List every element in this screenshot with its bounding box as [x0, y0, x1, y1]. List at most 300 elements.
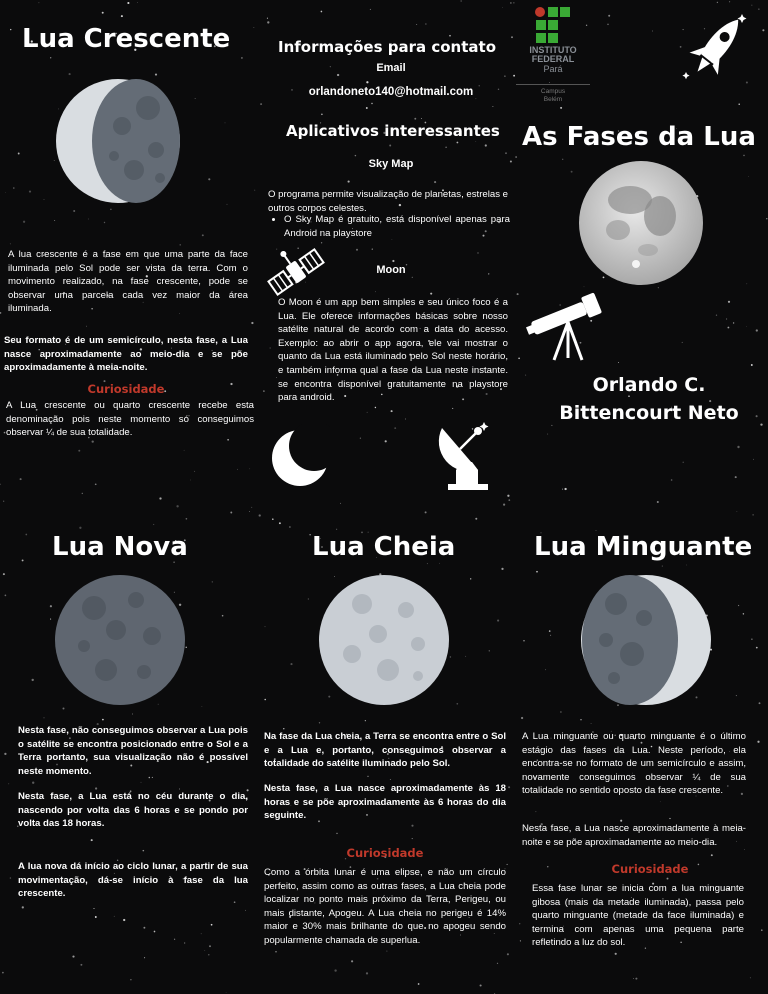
star [141, 782, 142, 783]
star [180, 244, 181, 245]
star [104, 222, 105, 223]
star [547, 434, 548, 435]
star [110, 209, 111, 210]
star [766, 218, 767, 219]
star [507, 864, 508, 865]
star [95, 916, 97, 918]
star [501, 568, 503, 570]
star [0, 312, 1, 314]
lua-crescente-paragraph-1: A lua crescente é a fase em que uma parte da face iluminada pelo Sol pode ser vista da terra. Com o movimento realizado, na fase crescente, pode se observar uma parcela cada vez maior da área iluminada. [8, 249, 248, 315]
star [545, 669, 546, 670]
star [511, 36, 513, 38]
star [132, 714, 133, 715]
author-name-line-2: Bittencourt Neto [559, 401, 739, 424]
full-moon-photo [578, 160, 704, 286]
lua-nova-paragraph-3: A lua nova dá início ao ciclo lunar, a partir de sua movimentação, dá-se início à fase da lua crescente. [18, 861, 248, 900]
star [102, 12, 104, 14]
star [91, 839, 93, 841]
star [3, 573, 5, 575]
star [267, 18, 268, 19]
star [319, 722, 320, 723]
star [477, 252, 478, 253]
star [267, 21, 269, 23]
star [658, 287, 659, 288]
star [416, 24, 417, 25]
star [79, 527, 81, 529]
star [211, 924, 213, 926]
star [365, 720, 366, 721]
star [222, 615, 224, 617]
star [121, 15, 123, 17]
skymap-bullet: • O Sky Map é gratuito, está disponível apenas para Android na playstore [284, 213, 510, 240]
star [209, 945, 211, 947]
star [73, 210, 75, 212]
star [174, 939, 175, 940]
star [753, 459, 754, 460]
star [44, 717, 45, 718]
star [308, 598, 309, 599]
star [536, 571, 538, 573]
star [508, 499, 510, 501]
star [549, 630, 551, 632]
star [20, 478, 22, 480]
star [375, 291, 376, 292]
star [5, 192, 6, 193]
star [405, 419, 406, 420]
apps-title: Aplicativos interessantes [286, 122, 500, 140]
star [503, 504, 505, 506]
star [586, 25, 587, 26]
star [270, 348, 271, 349]
star [86, 326, 87, 327]
logo-text-instituto: INSTITUTO [529, 45, 577, 55]
star [727, 327, 729, 329]
star [321, 11, 323, 13]
star [756, 647, 758, 649]
star [757, 741, 759, 743]
star [202, 234, 204, 236]
star [752, 5, 753, 6]
star [88, 219, 89, 220]
star [351, 960, 353, 962]
lua-minguante-curiosity-title: Curiosidade [611, 862, 689, 876]
star [355, 155, 356, 156]
star [746, 283, 747, 284]
star [456, 703, 458, 705]
lua-cheia-curiosity-title: Curiosidade [346, 846, 424, 860]
star [470, 578, 471, 579]
star [497, 963, 498, 964]
star [260, 103, 262, 105]
radar-dish-icon [432, 418, 496, 494]
star [10, 877, 12, 879]
star [155, 74, 157, 76]
logo-mark [534, 6, 574, 44]
star [743, 155, 745, 157]
star [114, 916, 115, 917]
star [738, 605, 739, 606]
star [513, 75, 515, 77]
star [385, 440, 387, 442]
skymap-bullet-list [268, 213, 510, 240]
star [336, 529, 337, 530]
star [186, 518, 188, 520]
star [607, 24, 608, 25]
full-moon-illustration [318, 574, 450, 706]
star [652, 31, 653, 32]
star [510, 160, 512, 162]
star [525, 375, 526, 376]
star [137, 2, 138, 3]
star [465, 656, 466, 657]
star [475, 518, 477, 520]
star [80, 964, 82, 966]
star [497, 620, 499, 622]
star [50, 605, 52, 607]
star [371, 103, 372, 104]
star [711, 854, 713, 856]
crescent-moon-icon [270, 424, 330, 488]
star [225, 122, 226, 123]
star [143, 850, 145, 852]
star [523, 640, 524, 641]
star [32, 782, 34, 784]
star [456, 142, 458, 144]
star [289, 526, 291, 528]
star [50, 57, 51, 58]
star [159, 497, 161, 499]
star [366, 107, 368, 109]
star [560, 107, 562, 109]
star [717, 2, 718, 3]
star [241, 57, 243, 59]
star [249, 468, 250, 469]
star [194, 471, 195, 472]
star [683, 462, 684, 463]
star [386, 951, 387, 952]
star [22, 906, 24, 908]
star [615, 953, 617, 955]
star [667, 878, 669, 880]
star [372, 248, 373, 249]
star [279, 522, 281, 524]
star [340, 503, 341, 504]
star [32, 679, 34, 681]
star [184, 450, 185, 451]
lua-nova-title: Lua Nova [52, 532, 188, 562]
star [449, 35, 451, 37]
star [290, 663, 292, 665]
lua-crescente-curiosity-title: Curiosidade [87, 382, 165, 396]
skymap-title: Sky Map [368, 158, 414, 170]
star [254, 190, 255, 191]
star [762, 29, 764, 31]
star [414, 118, 416, 120]
star [272, 518, 274, 520]
star [72, 956, 74, 958]
star [22, 559, 24, 561]
star [550, 635, 551, 636]
star [130, 979, 131, 980]
star [562, 159, 563, 160]
lua-minguante-curiosity-text: Essa fase lunar se inicia com a lua minguante gibosa (mais da metade iluminada), passa pelo quarto minguante (metade da face iluminada) e termina com apenas uma pequena parte refletindo a luz do sol. [532, 883, 744, 949]
star [153, 524, 154, 525]
star [154, 931, 156, 933]
star [265, 626, 266, 627]
star [2, 972, 4, 974]
star [461, 1, 462, 2]
star [686, 565, 687, 566]
star [195, 98, 196, 99]
star [520, 940, 521, 941]
star [249, 511, 250, 512]
star [251, 322, 253, 324]
star [226, 992, 227, 993]
star [758, 9, 759, 10]
star [502, 7, 503, 8]
star [144, 957, 145, 958]
lua-crescente-paragraph-2: Seu formato é de um semicírculo, nesta fase, a Lua nasce aproximadamente ao meio-dia e se põe aproximadamente à meia-noite. [4, 335, 248, 374]
star [492, 106, 493, 107]
star [608, 15, 610, 17]
star [618, 362, 619, 363]
star [521, 717, 523, 719]
star [254, 27, 255, 28]
star [389, 145, 391, 147]
star [439, 563, 440, 564]
star [515, 156, 517, 158]
star [78, 450, 80, 452]
star [95, 483, 97, 485]
star [336, 833, 337, 834]
lua-cheia-curiosity-text: Como a órbita lunar é uma elipse, e não um círculo perfeito, assim como as outras fases, a Lua cheia pode localizar no ponto mais próximo da Terra, Perigeu, ou mais distante, Apogeu. A Lua cheia no perigeu é 14% maior e 30% mais brilhante do que no apogeu sendo popularmente chamada de superlua. [264, 867, 506, 947]
star [176, 505, 178, 507]
star [507, 495, 509, 497]
star [660, 801, 661, 802]
main-title: As Fases da Lua [522, 122, 756, 152]
lua-minguante-paragraph-2: Nesta fase, a Lua nasce aproximadamente à meia-noite e se põe aproximadamente ao meio-dia. [522, 823, 746, 848]
star [212, 581, 213, 582]
star [682, 342, 683, 343]
star [518, 357, 520, 359]
star [230, 512, 232, 514]
star [510, 2, 511, 3]
star [309, 534, 310, 535]
star [729, 1, 730, 2]
star [251, 507, 252, 508]
lua-minguante-paragraph-1: A Lua minguante ou quarto minguante é o último estágio das fases da Lua. Neste período, ela encontra-se no formato de um semicírculo e assim, novamente conseguimos observar ¼ de sua totalidade no sentido oposto da fase crescente. [522, 731, 746, 797]
star [360, 438, 361, 439]
star [662, 566, 663, 567]
star [756, 329, 758, 331]
star [421, 118, 422, 119]
star [746, 326, 747, 327]
star [5, 595, 7, 597]
star [751, 364, 753, 366]
logo-divider [516, 84, 590, 85]
star [348, 181, 350, 183]
lua-cheia-title: Lua Cheia [312, 532, 456, 562]
star [733, 322, 734, 323]
star [143, 927, 145, 929]
crescent-moon-illustration [52, 78, 188, 204]
star [427, 563, 428, 564]
star [412, 838, 413, 839]
star [184, 942, 185, 943]
star [738, 103, 739, 104]
star [411, 825, 413, 827]
star [671, 479, 673, 481]
email-address: orlandoneto140@hotmail.com [308, 86, 474, 98]
star [547, 866, 548, 867]
star [4, 753, 6, 755]
logo-campus-name: Belém [543, 95, 563, 103]
star [744, 849, 745, 850]
star [596, 530, 597, 531]
star [475, 141, 476, 142]
star [8, 783, 9, 784]
star [736, 695, 737, 696]
star [245, 910, 246, 911]
star [392, 260, 394, 262]
star [564, 488, 566, 490]
star [635, 978, 637, 980]
star [657, 501, 659, 503]
star [391, 410, 393, 412]
star [508, 786, 510, 788]
star [366, 81, 368, 83]
star [633, 978, 634, 979]
waning-moon-illustration [580, 574, 712, 706]
star [716, 315, 717, 316]
lua-nova-paragraph-1: Nesta fase, não conseguimos observar a Lua pois o satélite se encontra posicionado entre o Sol e a Terra portanto, sua visualização não é possível neste momento. [18, 725, 248, 777]
star [752, 514, 753, 515]
star [536, 811, 537, 812]
star [334, 969, 336, 971]
star [513, 2, 514, 3]
star [25, 534, 27, 536]
author-name-line-1: Orlando C. [592, 374, 706, 396]
star [92, 440, 94, 442]
star [505, 152, 507, 154]
star [276, 377, 277, 378]
star [737, 446, 739, 448]
star [356, 249, 358, 251]
star [580, 719, 581, 720]
star [208, 954, 209, 955]
star [23, 221, 25, 223]
star [127, 2, 129, 4]
star [669, 818, 670, 819]
star [237, 469, 238, 470]
star [375, 407, 376, 408]
star [263, 390, 265, 392]
star [370, 9, 371, 10]
star [10, 29, 11, 30]
logo-campus-label: Campus [540, 88, 566, 95]
star [93, 908, 94, 909]
moon-app-title: Moon [376, 264, 406, 276]
star [452, 408, 453, 409]
star [434, 181, 436, 183]
star [560, 711, 562, 713]
star [735, 476, 737, 478]
star [425, 23, 426, 24]
star [390, 779, 391, 780]
skymap-description: O programa permite visualização de planetas, estrelas e outros corpos celestes. [268, 189, 508, 214]
star [208, 178, 210, 180]
star [82, 493, 83, 494]
star [13, 187, 15, 189]
star [234, 901, 236, 903]
lua-crescente-title: Lua Crescente [22, 24, 231, 54]
star [275, 951, 276, 952]
star [3, 501, 4, 502]
lua-cheia-paragraph-2: Nesta fase, a Lua nasce aproximadamente às 18 horas e se põe aproximadamente às 6 horas do dia seguinte. [264, 783, 506, 822]
star [38, 2, 39, 3]
star [0, 484, 1, 485]
star [366, 972, 368, 974]
star [412, 277, 413, 278]
telescope-icon [524, 284, 610, 362]
star [102, 719, 104, 721]
star [18, 153, 20, 155]
ifpa-logo [520, 6, 586, 104]
star [489, 650, 490, 651]
moon-app-description: O Moon é um app bem simples e seu único foco é a Lua. Ele oferece informações básicas sobre nosso satélite natural de acordo com a data do acesso. Exemplo: ao abrir o app agora, ele vai mostrar o quanto da Lua está iluminado pelo Sol neste horário, e também informa qual a fase da Lua neste instante. se encontra disponível gratuitamente na playstore para android. [278, 297, 508, 404]
lua-cheia-paragraph-1: Na fase da Lua cheia, a Terra se encontra entre o Sol e a Lua e, portanto, conseguimos observar a totalidade do satélite iluminado pelo Sol. [264, 731, 506, 770]
star [504, 75, 506, 77]
star [507, 953, 509, 955]
star [337, 74, 339, 76]
star [367, 412, 368, 413]
lua-crescente-curiosity-text: A Lua crescente ou quarto crescente recebe esta denominação pois neste momento só conseguimos observar ¼ de sua totalidade. [6, 400, 254, 439]
star [44, 199, 45, 200]
star [321, 113, 323, 115]
star [201, 933, 202, 934]
star [760, 423, 762, 425]
star [69, 73, 71, 75]
star [748, 176, 749, 177]
star [190, 480, 191, 481]
new-moon-illustration [54, 574, 186, 706]
star [591, 723, 592, 724]
contact-title: Informações para contato [278, 38, 497, 56]
star [123, 919, 125, 921]
star [418, 983, 420, 985]
star [394, 427, 396, 429]
star [10, 243, 11, 244]
star [517, 293, 519, 295]
star [571, 171, 573, 173]
star [29, 191, 31, 193]
star [519, 923, 520, 924]
star [761, 929, 763, 931]
star [485, 144, 487, 146]
star [202, 706, 203, 707]
star [445, 147, 447, 149]
star [562, 489, 563, 490]
star [737, 511, 738, 512]
lua-minguante-title: Lua Minguante [534, 532, 753, 562]
star [750, 977, 751, 978]
star [227, 204, 228, 205]
logo-text-state: Pará [543, 63, 563, 74]
star [54, 220, 55, 221]
star [480, 984, 482, 986]
star [726, 318, 727, 319]
email-label: Email [376, 62, 406, 74]
